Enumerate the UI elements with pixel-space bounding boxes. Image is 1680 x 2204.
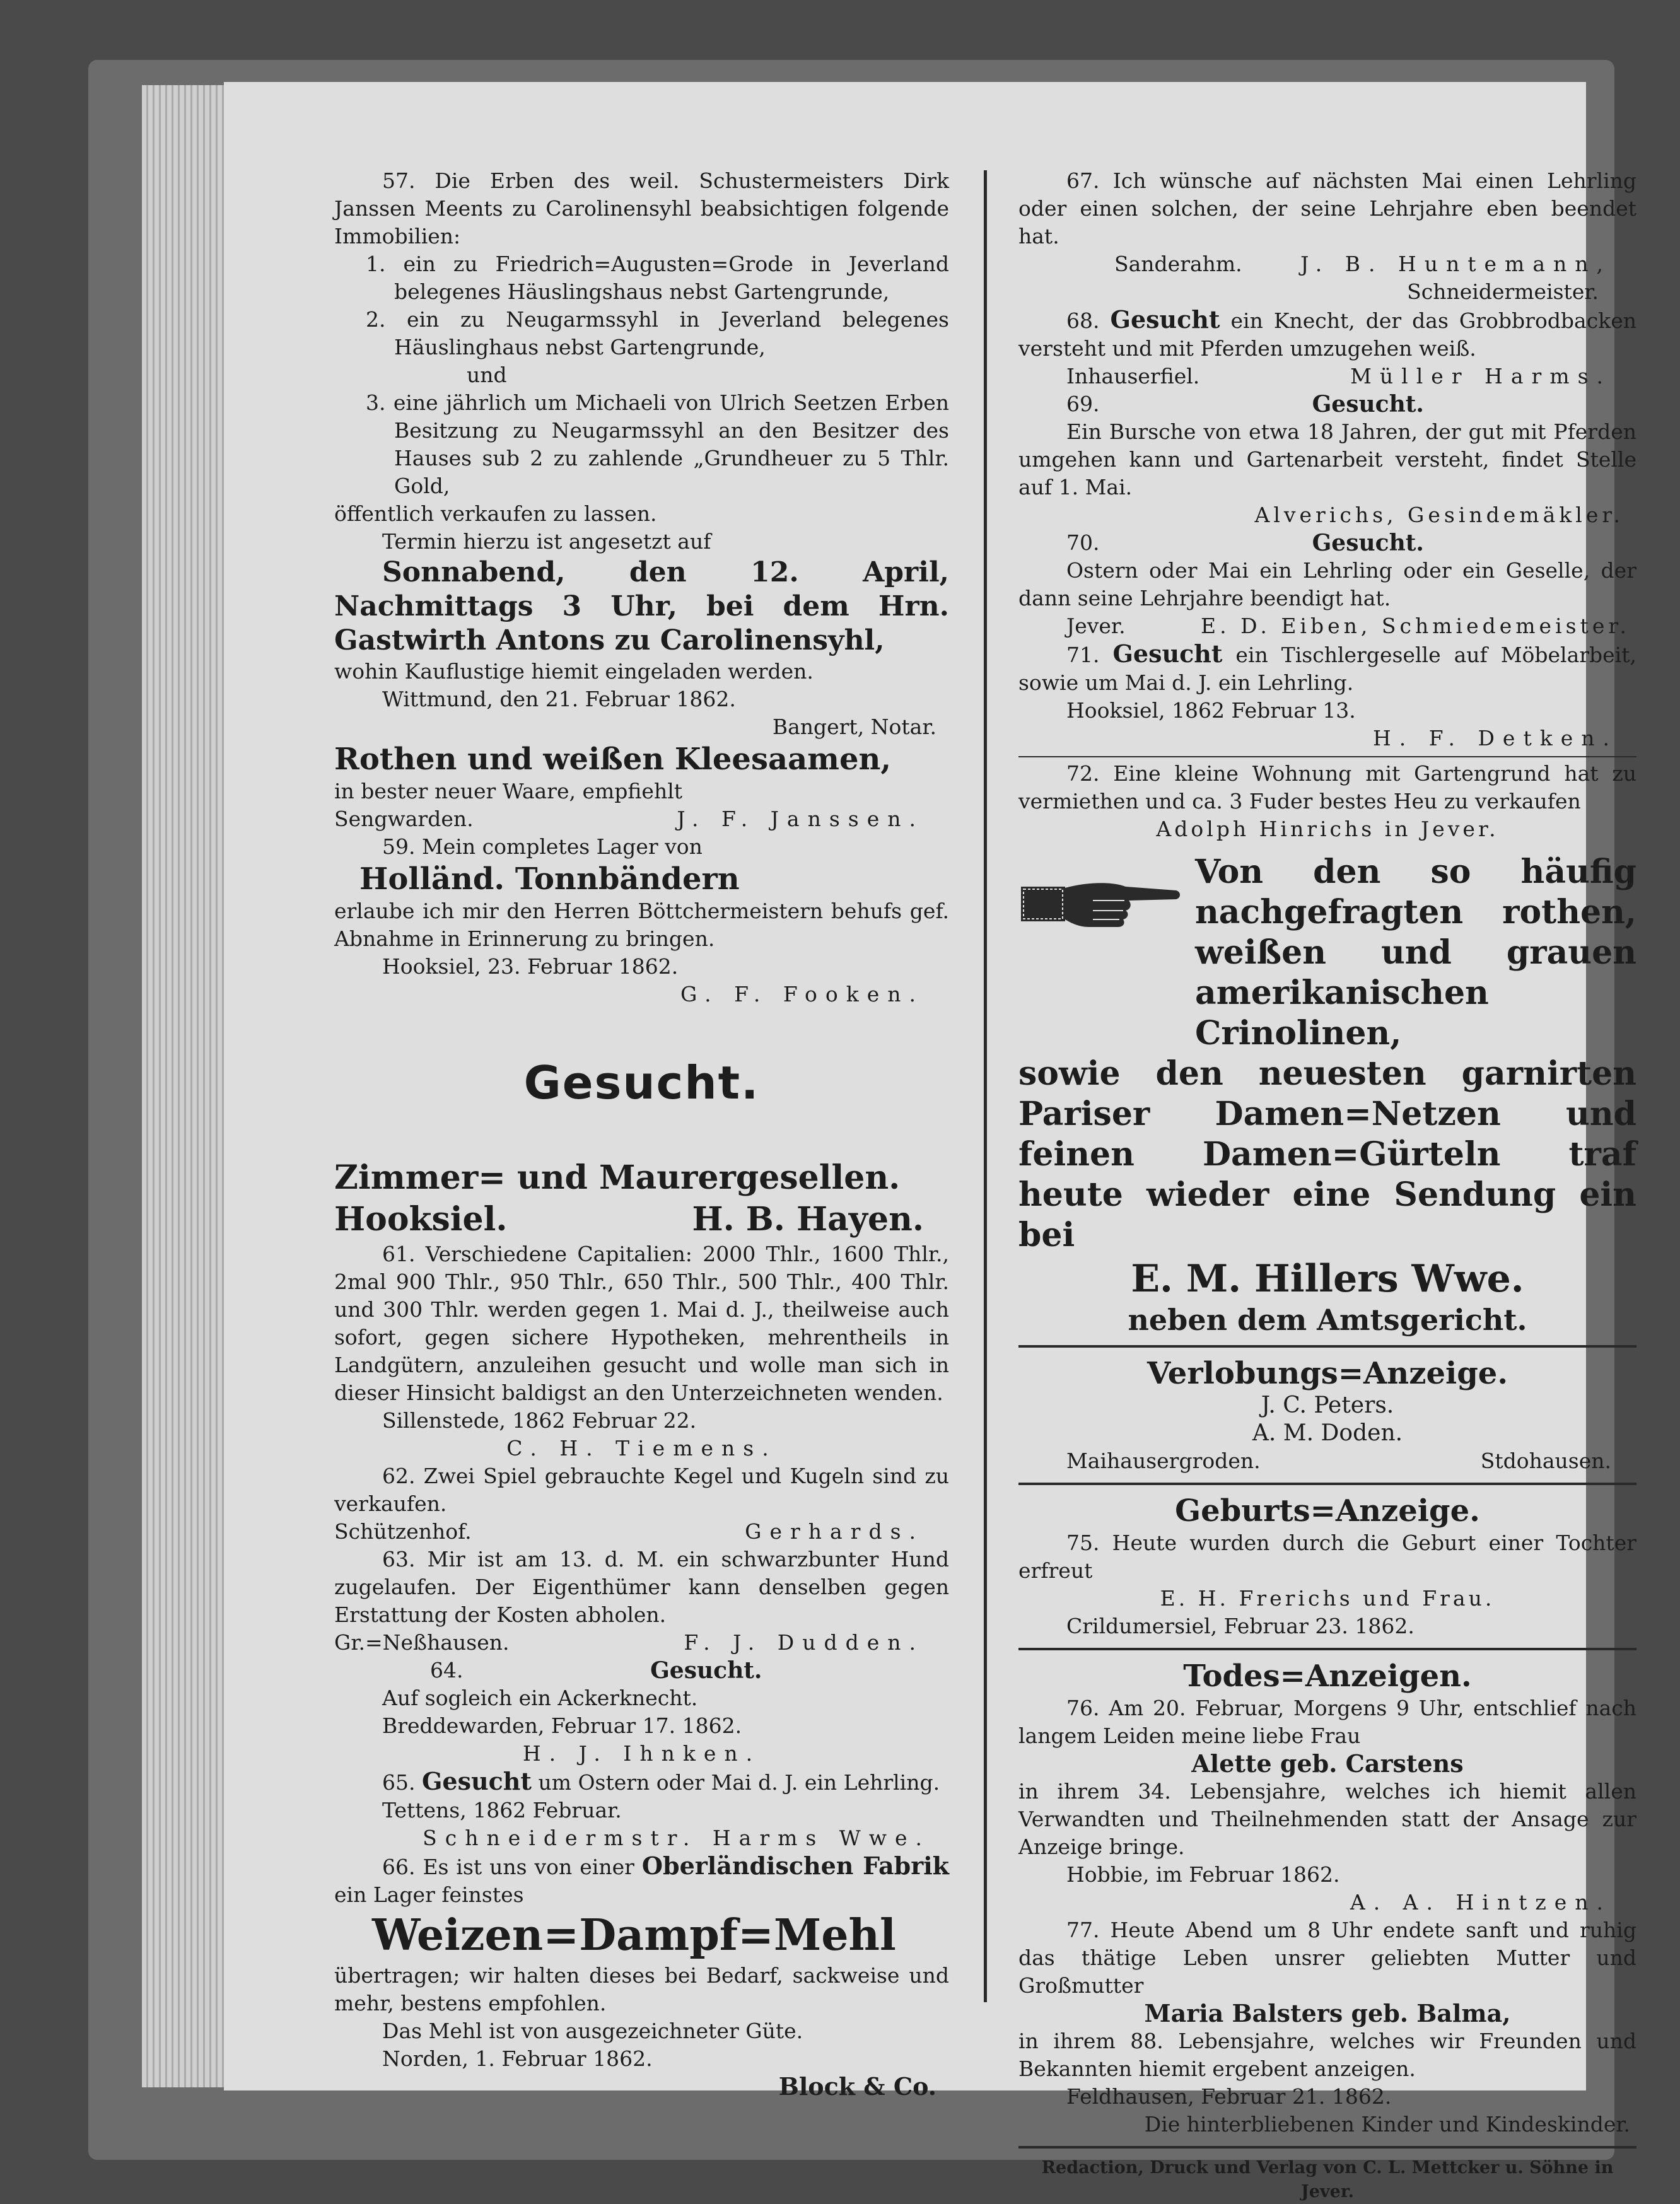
ad57-und: und — [467, 363, 507, 387]
ad-61 — [334, 1240, 949, 1462]
ad67-footer — [1018, 250, 1636, 278]
ad57-item3: 3. eine jährlich um Michaeli von Ulrich Seetzen Erben Besitzung zu Neugarmssyhl an den Besitzer des Hauses sub 2 zu zahlende „Grundheuer zu 5 Thlr. Gold, — [366, 390, 949, 498]
ad64-place-date: Breddewarden, Februar 17. 1862. — [382, 1713, 742, 1738]
ad76-text-a: 76. Am 20. Februar, Morgens 9 Uhr, entschlief nach langem Leiden meine liebe Frau — [1018, 1696, 1636, 1748]
ad62-footer — [334, 1518, 949, 1546]
ad63-place: Gr.=Neßhausen. — [334, 1630, 510, 1655]
ad-69 — [1018, 390, 1636, 529]
birth-title: Geburts=Anzeige. — [1175, 1493, 1480, 1529]
ad57-invite: wohin Kauflustige hiemit eingeladen werden. — [334, 659, 814, 684]
column-divider — [984, 170, 987, 2002]
birth-text: 75. Heute wurden durch die Geburt einer Tochter erfreut — [1018, 1531, 1636, 1583]
ad76-place-date: Hobbie, im Februar 1862. — [1066, 1862, 1340, 1887]
divider — [1018, 2146, 1636, 2149]
ad59-place-date: Hooksiel, 23. Februar 1862. — [382, 954, 679, 979]
ad-60 — [334, 1054, 949, 1240]
ad73-firm: E. M. Hillers Wwe. — [1131, 1257, 1524, 1301]
deaths-title: Todes=Anzeigen. — [1183, 1659, 1472, 1694]
ad76-name: Alette geb. Carstens — [1191, 1749, 1464, 1778]
ad62-text: 62. Zwei Spiel gebrauchte Kegel und Kugeln sind zu verkaufen. — [334, 1464, 949, 1516]
ad76-text-b: in ihrem 34. Lebensjahre, welches ich hiemit allen Verwandten und Theilnehmenden statt der Ansage zur Anzeige bringe. — [1018, 1779, 1636, 1859]
ad69-headline: Gesucht. — [1312, 391, 1424, 417]
death-notices — [1018, 1658, 1636, 2138]
ad62-place: Schützenhof. — [334, 1519, 472, 1544]
ad71-num: 71. — [1066, 643, 1100, 667]
ad67-signature: J. B. Huntemann, — [1300, 252, 1611, 276]
ad77-signature: Die hinterbliebenen Kinder und Kindeskinder. — [1144, 2112, 1630, 2137]
ad66-text: übertragen; wir halten dieses bei Bedarf, sackweise und mehr, bestens empfohlen. — [334, 1963, 949, 2015]
ad73-text-b: sowie den neuesten garnirten Pariser Damen=Netzen und feinen Damen=Gürteln traf heute wieder eine Sendung ein bei — [1018, 1054, 1636, 1254]
ad69-header — [1018, 390, 1636, 418]
ad57-intro: 57. Die Erben des weil. Schustermeisters Dirk Janssen Meents zu Carolinensyhl beabsichtigen folgende Immobilien: — [334, 168, 949, 248]
ad57-signature: Bangert, Notar. — [772, 714, 936, 739]
ad68-footer — [1018, 363, 1636, 390]
ad66-intro-bold: Oberländischen Fabrik — [641, 1851, 949, 1880]
birth-notice — [1018, 1493, 1636, 1640]
ad-66 — [334, 1852, 949, 2101]
left-column — [334, 167, 949, 2101]
ad59-intro: 59. Mein completes Lager von — [382, 834, 703, 859]
ad69-num: 69. — [1066, 392, 1100, 416]
ad57-termin: Termin hierzu ist angesetzt auf — [382, 529, 711, 554]
engagement-name2: A. M. Doden. — [1252, 1420, 1403, 1446]
ad57-place-date: Wittmund, den 21. Februar 1862. — [382, 687, 736, 711]
ad71-place-date: Hooksiel, 1862 Februar 13. — [1066, 698, 1356, 723]
ad57-date: Sonnabend, den 12. April, Nachmittags 3 Uhr, bei dem Hrn. Gastwirth Antons zu Carolinensyhl, — [334, 556, 949, 656]
ad64-headline: Gesucht. — [650, 1657, 762, 1684]
divider — [1018, 756, 1636, 757]
engagement-title: Verlobungs=Anzeige. — [1146, 1356, 1508, 1391]
ad72-signature: Adolph Hinrichs in Jever. — [1156, 817, 1499, 841]
ad67-text: 67. Ich wünsche auf nächsten Mai einen Lehrling oder einen solchen, der seine Lehrjahre eben beendet hat. — [1018, 168, 1636, 248]
ad66-intro-a: 66. Es ist uns von einer — [382, 1855, 634, 1879]
engagement-name1: J. C. Peters. — [1261, 1392, 1394, 1418]
engagement-notice — [1018, 1355, 1636, 1475]
ad65-text: um Ostern oder Mai d. J. ein Lehrling. — [538, 1770, 940, 1795]
ad64-signature: H. J. Ihnken. — [522, 1741, 761, 1766]
ad68-num: 68. — [1066, 308, 1100, 333]
ad-63 — [334, 1546, 949, 1657]
ad-67 — [1018, 167, 1636, 306]
ad60-place: Hooksiel. — [334, 1200, 508, 1239]
ad76-signature: A. A. Hintzen. — [1350, 1890, 1611, 1915]
ad57-item1: 1. ein zu Friedrich=Augusten=Grode in Jeverland belegenes Häuslingshaus nebst Gartengrunde, — [366, 252, 949, 304]
ad-65 — [334, 1768, 949, 1852]
ad69-text: Ein Bursche von etwa 18 Jahren, der gut mit Pferden umgehen kann und Gartenarbeit versteht, findet Stelle auf 1. Mai. — [1018, 419, 1636, 499]
ad58-signature: J. F. Janssen. — [677, 807, 924, 831]
ad57-item2: 2. ein zu Neugarmssyhl in Jeverland belegenes Häuslinghaus nebst Gartengrunde, — [366, 307, 949, 359]
ad66-signature: Block & Co. — [778, 2072, 936, 2101]
divider — [1018, 1483, 1636, 1485]
ad61-place-date: Sillenstede, 1862 Februar 22. — [382, 1408, 697, 1433]
divider — [1018, 1345, 1636, 1348]
engagement-places — [1018, 1447, 1636, 1475]
ad59-headline: Holländ. Tonnbändern — [359, 861, 740, 897]
ad61-text: 61. Verschiedene Capitalien: 2000 Thlr., 1600 Thlr., 2mal 900 Thlr., 950 Thlr., 650 Thlr., 500 Thlr., 400 Thlr. und 300 Thlr. werden gegen 1. Mai d. J., theilweise auch sofort, gegen sichere Hypotheken, mehrentheils in Landgütern, anzuleihen gesucht und wolle man sich in dieser Hinsicht baldigst an den Unterzeichneten wenden. — [334, 1242, 949, 1405]
divider — [1018, 1648, 1636, 1650]
engagement-place2: Stdohausen. — [1480, 1449, 1611, 1473]
birth-signature: E. H. Frerichs und Frau. — [1160, 1586, 1495, 1611]
ad69-signature: Alverichs, Gesindemäkler. — [1254, 503, 1624, 527]
ad62-signature: Gerhards. — [745, 1519, 924, 1544]
ad66-line2: Das Mehl ist von ausgezeichneter Güte. — [382, 2019, 803, 2043]
ad-59 — [334, 833, 949, 1008]
ad67-place: Sanderahm. — [1114, 252, 1242, 276]
imprint: Redaction, Druck und Verlag von C. L. Mettcker u. Söhne in Jever. — [1041, 2158, 1614, 2201]
ad61-signature: C. H. Tiemens. — [506, 1436, 777, 1461]
ad58-line: in bester neuer Waare, empfiehlt — [334, 779, 683, 803]
ad58-headline: Rothen und weißen Kleesaamen, — [334, 742, 892, 777]
ad66-place-date: Norden, 1. Februar 1862. — [382, 2046, 653, 2071]
ad71-signature: H. F. Detken. — [1372, 726, 1618, 750]
ad70-text: Ostern oder Mai ein Lehrling oder ein Geselle, der dann seine Lehrjahre beendigt hat. — [1018, 558, 1636, 610]
ad71-headline: Gesucht — [1112, 639, 1223, 668]
ad70-num: 70. — [1066, 530, 1100, 555]
ad-72 — [1018, 760, 1636, 843]
ad68-place: Inhauserfiel. — [1066, 364, 1200, 388]
ad57-sell: öffentlich verkaufen zu lassen. — [334, 501, 657, 526]
ad77-name: Maria Balsters geb. Balma, — [1144, 1999, 1511, 2027]
ad64-header — [334, 1657, 949, 1684]
ad-70 — [1018, 529, 1636, 640]
ad70-headline: Gesucht. — [1312, 530, 1424, 556]
ad71-text: ein Tischlergeselle auf Möbelarbeit, sowie um Mai d. J. ein Lehrling. — [1018, 643, 1636, 695]
ad-64 — [334, 1657, 949, 1768]
pointing-hand-icon — [1018, 865, 1182, 940]
ad-68 — [1018, 306, 1636, 390]
ad72-text: 72. Eine kleine Wohnung mit Gartengrund hat zu vermiethen und ca. 3 Fuder bestes Heu zu verkaufen — [1018, 761, 1636, 813]
ad77-text-b: in ihrem 88. Lebensjahre, welches wir Freunden und Bekannten hiemit ergebent anzeigen. — [1018, 2029, 1636, 2081]
ad70-header — [1018, 529, 1636, 557]
ad64-num: 64. — [430, 1658, 464, 1682]
ad-57 — [334, 167, 949, 741]
ad68-headline: Gesucht — [1110, 305, 1220, 334]
ad64-text: Auf sogleich ein Ackerknecht. — [382, 1686, 698, 1710]
ad68-signature: Müller Harms. — [1350, 364, 1611, 388]
ad-62 — [334, 1462, 949, 1546]
right-column — [1018, 167, 1636, 2204]
ad73-location: neben dem Amtsgericht. — [1128, 1303, 1527, 1337]
ad-73 — [1018, 852, 1636, 1338]
ad70-signature: E. D. Eiben, Schmiedemeister. — [1201, 614, 1630, 638]
ad63-text: 63. Mir ist am 13. d. M. ein schwarzbunter Hund zugelaufen. Der Eigenthümer kann denselben gegen Erstattung der Kosten abholen. — [334, 1547, 949, 1627]
ad59-signature: G. F. Fooken. — [680, 982, 924, 1006]
ad65-num: 65. — [382, 1770, 416, 1795]
birth-place-date: Crildumersiel, Februar 23. 1862. — [1066, 1614, 1415, 1638]
ad73-text-bold: Crinolinen, — [1195, 1014, 1402, 1052]
ad60-headline: Gesucht. — [523, 1056, 760, 1109]
ad65-headline: Gesucht — [421, 1767, 532, 1795]
ad65-place-date: Tettens, 1862 Februar. — [382, 1798, 622, 1822]
ad60-signature: H. B. Hayen. — [692, 1200, 924, 1239]
ad63-footer — [334, 1629, 949, 1657]
ad60-line1: Zimmer= und Maurergesellen. — [334, 1158, 901, 1197]
ad-58 — [334, 741, 949, 833]
ad66-intro-b: ein Lager feinstes — [334, 1882, 524, 1907]
ad68-text: ein Knecht, der das Grobbrodbacken versteht und mit Pferden umzugehen weiß. — [1018, 308, 1636, 361]
ad66-headline: Weizen=Dampf=Mehl — [372, 1910, 896, 1961]
ad63-signature: F. J. Dudden. — [684, 1630, 924, 1655]
ad77-text-a: 77. Heute Abend um 8 Uhr endete sanft und ruhig das thätige Leben unsrer geliebten Mutter und Großmutter — [1018, 1918, 1636, 1998]
ad58-place: Sengwarden. — [334, 807, 474, 831]
ad58-footer — [334, 805, 949, 833]
ad77-place-date: Feldhausen, Februar 21. 1862. — [1066, 2084, 1392, 2109]
ad60-footer — [334, 1199, 949, 1240]
ad70-footer — [1018, 612, 1636, 640]
ad70-place: Jever. — [1066, 614, 1126, 638]
engagement-place1: Maihausergroden. — [1066, 1449, 1261, 1473]
ad-71 — [1018, 640, 1636, 752]
ad65-signature: Schneidermstr. Harms Wwe. — [423, 1826, 930, 1850]
ad59-text: erlaube ich mir den Herren Böttchermeistern behufs gef. Abnahme in Erinnerung zu bringen. — [334, 899, 949, 951]
ad73-text-a: Von den so häufig nachgefragten rothen, weißen und grauen amerikanischen — [1195, 853, 1636, 1012]
ad67-title: Schneidermeister. — [1407, 279, 1599, 304]
